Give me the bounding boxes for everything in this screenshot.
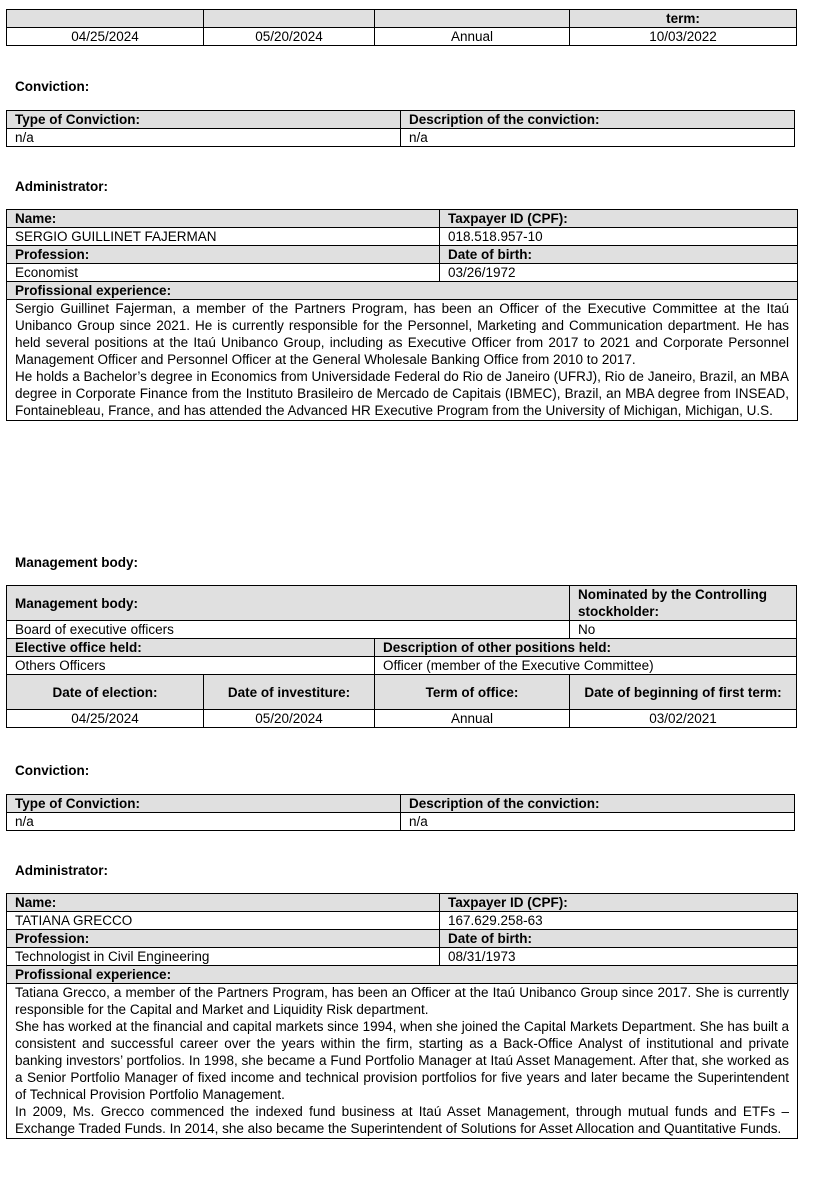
- conviction-table-1: [6, 110, 795, 147]
- name-label: Name:: [7, 210, 440, 228]
- management-body-table: [6, 585, 797, 728]
- top-header-cell-3: [375, 10, 570, 28]
- top-first-term-date: 10/03/2022: [570, 28, 797, 46]
- conviction-type-label: Type of Conviction:: [7, 111, 401, 129]
- conviction-type-label: Type of Conviction:: [7, 795, 401, 813]
- profession-value: Economist: [7, 264, 440, 282]
- top-investiture-date: 05/20/2024: [204, 28, 375, 46]
- profession-label: Profession:: [7, 246, 440, 264]
- top-election-date: 04/25/2024: [7, 28, 204, 46]
- administrator-table-1: [6, 209, 798, 421]
- conviction-heading-1: Conviction:: [15, 79, 90, 94]
- profession-label: Profession:: [7, 930, 440, 948]
- conviction-desc-label: Description of the conviction:: [401, 795, 795, 813]
- other-positions-value: Officer (member of the Executive Committee): [375, 657, 797, 675]
- administrator-heading-2: Administrator:: [15, 863, 109, 878]
- cpf-label: Taxpayer ID (CPF):: [440, 210, 798, 228]
- elective-office-value: Others Officers: [7, 657, 375, 675]
- name-value: SERGIO GUILLINET FAJERMAN: [7, 228, 440, 246]
- election-date-value: 04/25/2024: [7, 710, 204, 728]
- experience-paragraph-2: He holds a Bachelor’s degree in Economics from Universidade Federal do Rio de Janeiro (UFRJ), Rio de Janeiro, Brazil, an MBA degree in Corporate Finance from the Instituto Brasileiro de Mercado de Capitais (IBMEC), Brazil, an MBA degree from INSEAD, Fontainebleau, France, and has attended the Advanced HR Executive Program from the University of Michigan, Michigan, U.S.: [15, 369, 789, 418]
- term-of-office-value: Annual: [375, 710, 570, 728]
- top-header-first-term: term:: [570, 10, 797, 28]
- investiture-date-label: Date of investiture:: [204, 675, 375, 710]
- dob-label: Date of birth:: [440, 930, 798, 948]
- experience-paragraph-3: In 2009, Ms. Grecco commenced the indexed fund business at Itaú Asset Management, through mutual funds and ETFs – Exchange Traded Funds. In 2014, she also became the Superintendent of Solutions for Asset Allocation and Quantitative Funds.: [15, 1104, 789, 1136]
- top-dates-table: [6, 9, 797, 46]
- investiture-date-value: 05/20/2024: [204, 710, 375, 728]
- dob-label: Date of birth:: [440, 246, 798, 264]
- dob-value: 03/26/1972: [440, 264, 798, 282]
- profession-value: Technologist in Civil Engineering: [7, 948, 440, 966]
- experience-text: [7, 300, 798, 421]
- conviction-desc-label: Description of the conviction:: [401, 111, 795, 129]
- administrator-heading-1: Administrator:: [15, 179, 109, 194]
- first-term-value: 03/02/2021: [570, 710, 797, 728]
- first-term-label: Date of beginning of first term:: [570, 675, 797, 710]
- nominated-value: No: [570, 621, 797, 639]
- election-date-label: Date of election:: [7, 675, 204, 710]
- conviction-type-value: n/a: [7, 129, 401, 147]
- experience-paragraph-1: Tatiana Grecco, a member of the Partners Program, has been an Officer at the Itaú Unibanco Group since 2017. She is currently responsible for the Capital and Market and Liquidity Risk department.: [15, 985, 789, 1017]
- term-of-office-label: Term of office:: [375, 675, 570, 710]
- dob-value: 08/31/1973: [440, 948, 798, 966]
- experience-label: Profissional experience:: [7, 282, 798, 300]
- cpf-label: Taxpayer ID (CPF):: [440, 894, 798, 912]
- conviction-heading-2: Conviction:: [15, 763, 90, 778]
- top-header-cell-1: [7, 10, 204, 28]
- other-positions-label: Description of other positions held:: [375, 639, 797, 657]
- management-body-value: Board of executive officers: [7, 621, 570, 639]
- experience-label: Profissional experience:: [7, 966, 798, 984]
- management-body-label: Management body:: [7, 586, 570, 621]
- conviction-desc-value: n/a: [401, 813, 795, 831]
- name-label: Name:: [7, 894, 440, 912]
- conviction-table-2: [6, 794, 795, 831]
- top-header-cell-2: [204, 10, 375, 28]
- elective-office-label: Elective office held:: [7, 639, 375, 657]
- experience-paragraph-1: Sergio Guillinet Fajerman, a member of the Partners Program, has been an Officer of the Executive Committee at the Itaú Unibanco Group since 2021. He is currently responsible for the Personnel, Marketing and Communication department. He has held several positions at the Itaú Unibanco Group, including as Executive Officer from 2017 to 2021 and Corporate Personnel Management Officer and Personnel Officer at the General Wholesale Banking Office from 2010 to 2017.: [15, 301, 789, 367]
- management-body-heading: Management body:: [15, 555, 139, 570]
- top-term-of-office: Annual: [375, 28, 570, 46]
- conviction-desc-value: n/a: [401, 129, 795, 147]
- name-value: TATIANA GRECCO: [7, 912, 440, 930]
- conviction-type-value: n/a: [7, 813, 401, 831]
- nominated-label: Nominated by the Controlling stockholder:: [570, 586, 797, 621]
- cpf-value: 018.518.957-10: [440, 228, 798, 246]
- cpf-value: 167.629.258-63: [440, 912, 798, 930]
- experience-text: [7, 984, 798, 1139]
- administrator-table-2: [6, 893, 798, 1139]
- experience-paragraph-2: She has worked at the financial and capital markets since 1994, when she joined the Capital Markets Department. She has built a consistent and successful career over the years within the firm, starting as a Back-Office Analyst of institutional and private banking investors’ portfolios. In 1998, she became a Fund Portfolio Manager at Itaú Asset Management. After that, she worked as a Senior Portfolio Manager of fixed income and technical provision portfolios for five years and later became the Superintendent of Technical Provision Portfolio Management.: [15, 1019, 789, 1102]
